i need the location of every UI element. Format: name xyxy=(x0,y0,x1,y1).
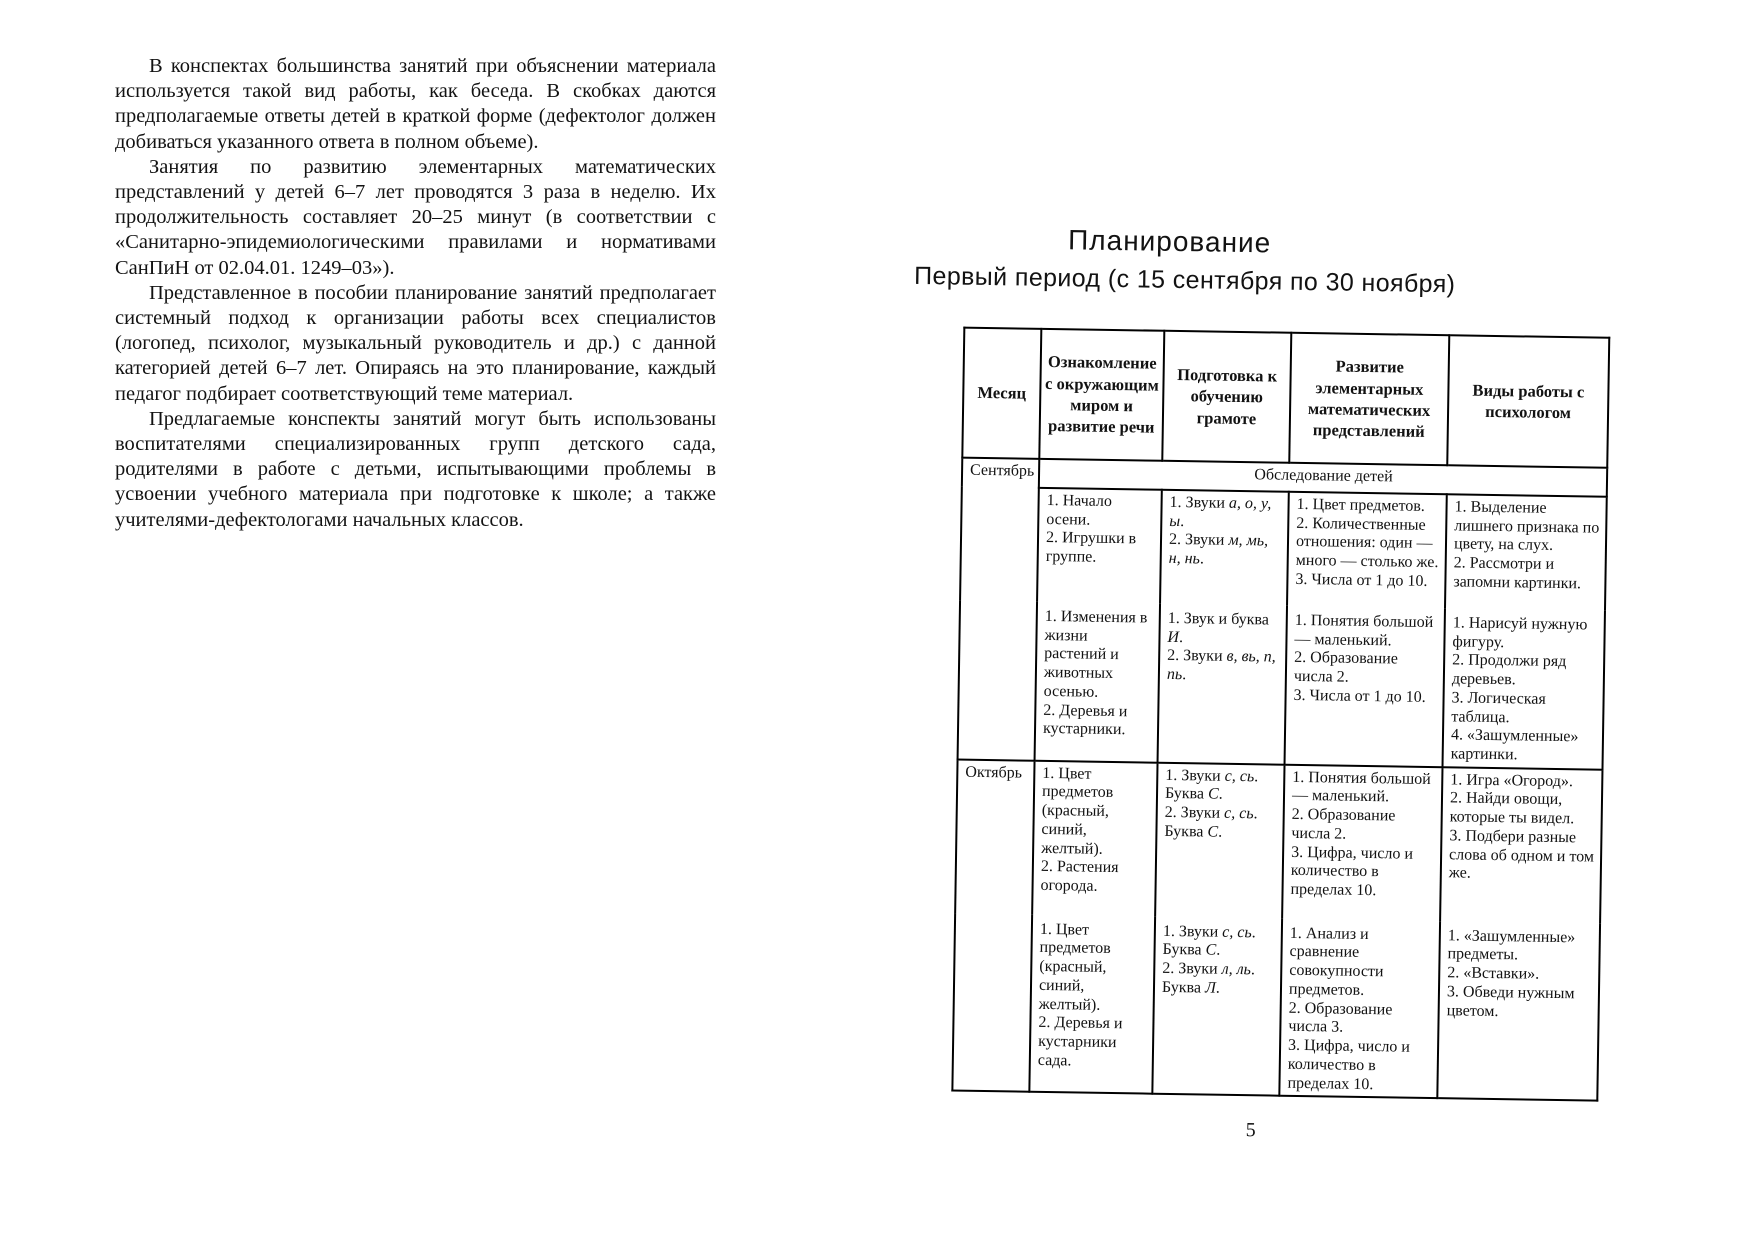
column-header: Виды работы с психологом xyxy=(1447,335,1609,467)
table-cell: 1. Изменения в жизни растений и животных осенью. 2. Деревья и кустарники. xyxy=(1035,602,1160,763)
planning-subtitle: Первый период (с 15 сентября по 30 ноября) xyxy=(913,261,1456,299)
column-header: Развитие элементарных математических представлений xyxy=(1289,333,1449,465)
table-cell: 1. «Зашумленные» предметы. 2. «Вставки». 3. Обведи нужным цветом. xyxy=(1437,921,1600,1101)
column-header: Месяц xyxy=(962,328,1041,459)
table-body xyxy=(952,458,1607,1101)
table-row xyxy=(955,759,1602,923)
table-row xyxy=(952,913,1600,1101)
table-cell: 1. Выделение лишнего признака по цвету, на слух. 2. Рассмотри и запомни картинки. xyxy=(1445,494,1607,610)
table-cell: 1. Цвет предметов (красный, синий, желтый). 2. Деревья и кустарники сада. xyxy=(1029,915,1155,1094)
table-cell: 1. Звук и буква И. 2. Звуки в, вь, п, пь. xyxy=(1158,604,1287,765)
planning-table xyxy=(951,327,1610,1102)
planning-title: Планирование xyxy=(1067,224,1272,259)
table-cell: 1. Анализ и сравнение совокупности предметов. 2. Образование числа 3. 3. Цифра, число и количество в пределах 10. xyxy=(1279,918,1440,1098)
table-cell: 1. Начало осени. 2. Игрушки в группе. xyxy=(1037,488,1162,604)
intro-text xyxy=(115,54,716,533)
table-cell: 1. Цвет предметов. 2. Количественные отношения: один — много — столько же. 3. Числа от 1 до 10. xyxy=(1287,492,1447,608)
paragraph: Представленное в пособии планирование занятий предполагает системный подход к организации работы всех специалистов (логопед, психолог, музыкальный руководитель и др.) с данной категорией детей 6–7 лет. Опираясь на это планирование, каждый педагог подбирает соответствующий теме материал. xyxy=(115,281,716,405)
column-header: Подготовка к обучению грамоте xyxy=(1162,331,1291,463)
table-cell: 1. Цвет предметов (красный, синий, желтый). 2. Растения огорода. xyxy=(1032,761,1157,917)
table-cell: 1. Понятия большой — маленький. 2. Образование числа 2. 3. Числа от 1 до 10. xyxy=(1285,606,1445,767)
month-cell: Октябрь xyxy=(952,759,1034,1092)
table-cell: 1. Нарисуй нужную фигуру. 2. Продолжи ряд деревьев. 3. Логическая таблица. 4. «Зашумленные» картинки. xyxy=(1443,608,1605,769)
assessment-cell: Обследование детей xyxy=(1039,459,1607,497)
month-cell: Сентябрь xyxy=(958,458,1040,761)
planning-section xyxy=(910,222,1645,1193)
table-cell: 1. Звуки с, сь. Буква С. 2. Звуки л, ль. Буква Л. xyxy=(1152,916,1282,1095)
table-row xyxy=(960,487,1607,611)
paragraph: Предлагаемые конспекты занятий могут быть использованы воспитателями специализированных групп детского сада, родителями в работе с детьми, испытывающими проблемы в усвоении учебного материала при подготовке к школе; а также учителями-дефектологами начальных классов. xyxy=(115,407,716,531)
paragraph: В конспектах большинства занятий при объяснении материала используется такой вид работы, как беседа. В скобках даются предполагаемые ответы детей в краткой форме (дефектолог должен добиваться указанного ответа в полном объеме). xyxy=(115,55,716,153)
paragraph: Занятия по развитию элементарных математических представлений у детей 6–7 лет проводятся 3 раза в неделю. Их продолжительность составляет 20–25 минут (в соответствии с «Санитарно-эпидемиологическими правилами и нормативами СанПиН от 02.04.01. 1249–03»). xyxy=(115,155,716,279)
table-cell: 1. Звуки с, сь. Буква С. 2. Звуки с, сь. Буква С. xyxy=(1155,762,1284,918)
table-cell: 1. Игра «Огород». 2. Найди овощи, которые ты видел. 3. Подбери разные слова об одном и том же. xyxy=(1440,767,1602,923)
table-cell: 1. Звуки а, о, у, ы. 2. Звуки м, мь, н, нь. xyxy=(1160,490,1289,606)
column-header: Ознакомление с окружающим миром и развитие речи xyxy=(1039,329,1164,461)
page-number: 5 xyxy=(1245,1119,1256,1142)
header-row xyxy=(962,328,1609,468)
table-cell: 1. Понятия большой — маленький. 2. Образование числа 2. 3. Цифра, число и количество в пределах 10. xyxy=(1282,764,1442,920)
table-row xyxy=(958,601,1605,770)
